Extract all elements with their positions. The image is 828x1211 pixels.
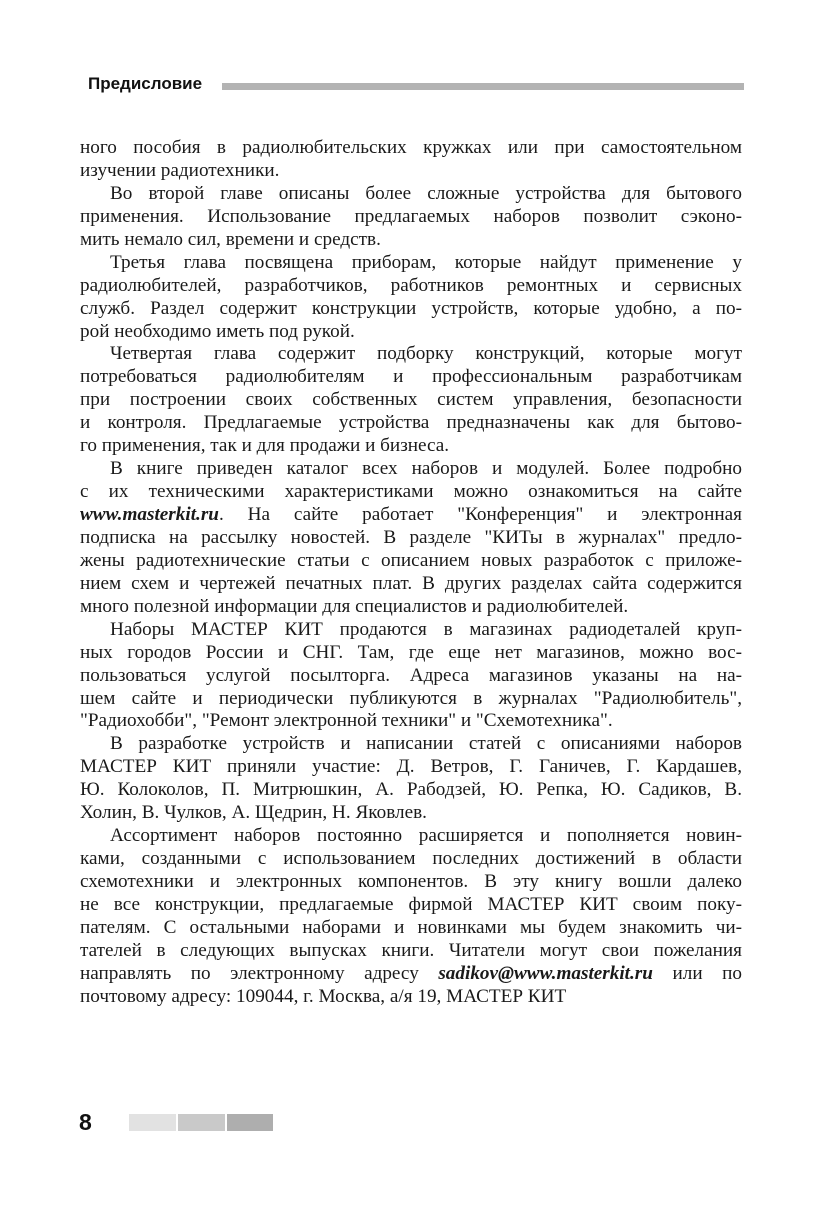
text-line: В разработке устройств и написании статей с описаниями наборов: [110, 733, 742, 755]
text-line: потребоваться радиолюбителям и профессиональным разработчикам: [80, 366, 742, 388]
text-line: [80, 963, 742, 986]
text-line: жены радиотехнические статьи с описанием новых разработок с приложе-: [80, 549, 742, 571]
text-line: го применения, так и для продажи и бизнеса.: [80, 435, 450, 457]
paragraph: [80, 343, 742, 458]
text-line: Ассортимент наборов постоянно расширяется и пополняется новин-: [110, 825, 742, 847]
text-line: Третья глава посвящена приборам, которые найдут применение у: [110, 251, 742, 273]
text-line: рой необходимо иметь под рукой.: [80, 320, 355, 342]
footer-bar-dark: [227, 1114, 273, 1131]
footer-bar-medium: [178, 1114, 225, 1131]
text-segment: или по: [652, 962, 742, 984]
text-line: подписка на рассылку новостей. В разделе "КИТы в журналах" предло-: [80, 526, 742, 548]
text-line: служб. Раздел содержит конструкции устройств, которые удобно, а по-: [80, 297, 742, 319]
page-number: 8: [79, 1109, 92, 1135]
text-line: ного пособия в радиолюбительских кружках или при самостоятельном: [80, 137, 742, 158]
text-line: много полезной информации для специалистов и радиолюбителей.: [80, 595, 629, 617]
text-line: Наборы МАСТЕР КИТ продаются в магазинах радиодеталей круп-: [110, 618, 742, 640]
text-line: Ю. Колоколов, П. Митрюшкин, А. Рабодзей, Ю. Репка, Ю. Садиков, В.: [80, 779, 742, 801]
text-line: радиолюбителей, разработчиков, работников ремонтных и сервисных: [80, 274, 742, 296]
text-line: не все конструкции, предлагаемые фирмой МАСТЕР КИТ своим поку-: [80, 893, 742, 915]
footer-bar-light: [129, 1114, 176, 1131]
paragraph: [80, 252, 742, 344]
paragraph: [80, 825, 742, 1009]
text-line: мить немало сил, времени и средств.: [80, 228, 381, 250]
text-line: Во второй главе описаны более сложные устройства для бытового: [110, 182, 742, 204]
paragraph: [80, 183, 742, 252]
body-text: [80, 137, 742, 1009]
running-header-title: Предисловие: [88, 74, 203, 93]
paragraph: [80, 619, 742, 734]
text-line: [80, 504, 742, 527]
web-link[interactable]: www.masterkit.ru: [80, 504, 219, 525]
paragraph: [80, 137, 742, 183]
text-line: тателей в следующих выпусках книги. Читатели могут свои пожелания: [80, 939, 742, 961]
text-line: ных городов России и СНГ. Там, где еще нет магазинов, можно вос-: [80, 641, 742, 663]
text-line: пателям. С остальными наборами и новинками мы будем знакомить чи-: [80, 916, 742, 938]
text-line: В книге приведен каталог всех наборов и модулей. Более подробно: [110, 458, 742, 480]
text-line: нием схем и чертежей печатных плат. В других разделах сайта содержится: [80, 572, 742, 594]
paragraph: [80, 733, 742, 825]
text-line: Холин, В. Чулков, А. Щедрин, Н. Яковлев.: [80, 802, 427, 824]
text-line: при построении своих собственных систем управления, безопасности: [80, 389, 742, 411]
header-rule: [222, 83, 744, 90]
text-line: почтовому адресу: 109044, г. Москва, а/я 19, МАСТЕР КИТ: [80, 985, 567, 1007]
text-line: схемотехники и электронных компонентов. В эту книгу вошли далеко: [80, 871, 742, 892]
text-segment: . На сайте работает "Конференция" и электронная: [218, 504, 742, 525]
text-line: изучении радиотехники.: [80, 159, 280, 181]
text-line: шем сайте и периодически публикуются в журналах "Радиолюбитель",: [80, 687, 742, 709]
text-line: "Радиохобби", "Ремонт электронной техники" и "Схемотехника".: [80, 710, 613, 732]
text-line: применения. Использование предлагаемых наборов позволит сэконо-: [80, 205, 742, 227]
web-link[interactable]: sadikov@www.masterkit.ru: [438, 962, 653, 984]
text-line: Четвертая глава содержит подборку конструкций, которые могут: [110, 343, 742, 365]
text-line: пользоваться услугой посылторга. Адреса магазинов указаны на на-: [80, 664, 742, 686]
text-line: и контроля. Предлагаемые устройства предназначены как для бытово-: [80, 412, 742, 434]
paragraph: [80, 458, 742, 619]
text-line: МАСТЕР КИТ приняли участие: Д. Ветров, Г. Ганичев, Г. Кардашев,: [80, 756, 742, 778]
text-line: ками, созданными с использованием последних достижений в области: [80, 848, 742, 870]
text-segment: направлять по электронному адресу: [80, 962, 439, 984]
text-line: с их техническими характеристиками можно ознакомиться на сайте: [80, 481, 742, 503]
